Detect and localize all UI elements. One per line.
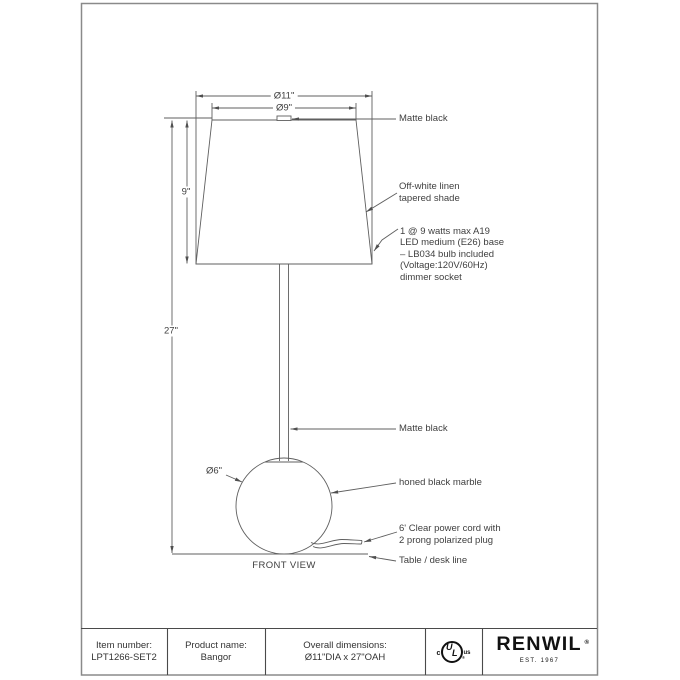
item-number-label: Item number: [96, 639, 152, 651]
footer-product-name-cell [167, 628, 265, 675]
renwil-logo-text: RENWIL [496, 633, 583, 655]
lamp-stem [280, 264, 289, 461]
sheet-frame [82, 4, 598, 676]
annotation-shade [399, 181, 460, 205]
annotation-shade-line-1: Off-white linen [399, 181, 460, 192]
view-title: FRONT VIEW [252, 560, 316, 571]
annotation-bulb-line-5: dimmer socket [400, 271, 462, 283]
annotation-stem-finish: Matte black [399, 423, 448, 434]
renwil-logo [496, 633, 590, 655]
annotation-finial-finish: Matte black [399, 113, 448, 124]
renwil-registered-mark: ® [584, 639, 590, 646]
cul-us-certification-logo [437, 641, 471, 663]
established-text: EST. 1967 [519, 657, 560, 664]
finial-cap [277, 116, 291, 121]
footer-overall-dimensions-cell [265, 628, 425, 675]
item-number-value: LPT1266-SET2 [91, 651, 157, 663]
dim-label-shade-height: 9" [179, 187, 194, 198]
power-cord [311, 540, 362, 548]
ul-registered-mark: ® [461, 654, 465, 660]
ul-mark-icon [441, 641, 463, 663]
ul-prefix: c [436, 649, 441, 657]
annotation-bulb-line-1: 1 @ 9 watts max A19 [400, 226, 490, 237]
overall-dimensions-value: Ø11"DIA x 27"OAH [304, 651, 386, 663]
product-name-label: Product name: [185, 639, 247, 651]
overall-dimensions-label: Overall dimensions: [303, 639, 387, 651]
ul-letter-l: L [451, 648, 458, 658]
footer-item-number-cell [81, 628, 167, 675]
dim-label-overall-height: 27" [161, 326, 181, 337]
annotation-cord-line-2: 2 prong polarized plug [399, 535, 494, 547]
annotation-cord [399, 523, 501, 547]
footer-certification-cell [425, 628, 482, 675]
annotation-table-line: Table / desk line [399, 555, 468, 566]
annotation-bulb-line-2: LED medium (E26) base [400, 237, 505, 249]
dim-label-shade-top-diameter: Ø9" [273, 103, 295, 114]
annotation-cord-line-1: 6' Clear power cord with [399, 523, 501, 534]
ul-letter-u: U [445, 642, 453, 652]
dim-label-base-diameter: Ø6" [203, 466, 225, 477]
annotation-bulb-line-4: (Voltage:120V/60Hz) [400, 260, 488, 272]
annotation-bulb-line-3: – LB034 bulb included [400, 248, 495, 260]
footer-brand-cell [482, 628, 597, 675]
lamp-shade-outline [196, 120, 372, 264]
annotation-shade-line-2: tapered shade [399, 193, 460, 205]
product-name-value: Bangor [200, 651, 232, 663]
ul-suffix: us [463, 649, 471, 656]
marble-base-outline [236, 458, 332, 554]
annotation-base-material: honed black marble [399, 477, 482, 488]
annotation-bulb [400, 226, 504, 283]
dim-label-shade-bottom-diameter: Ø11" [271, 91, 298, 102]
